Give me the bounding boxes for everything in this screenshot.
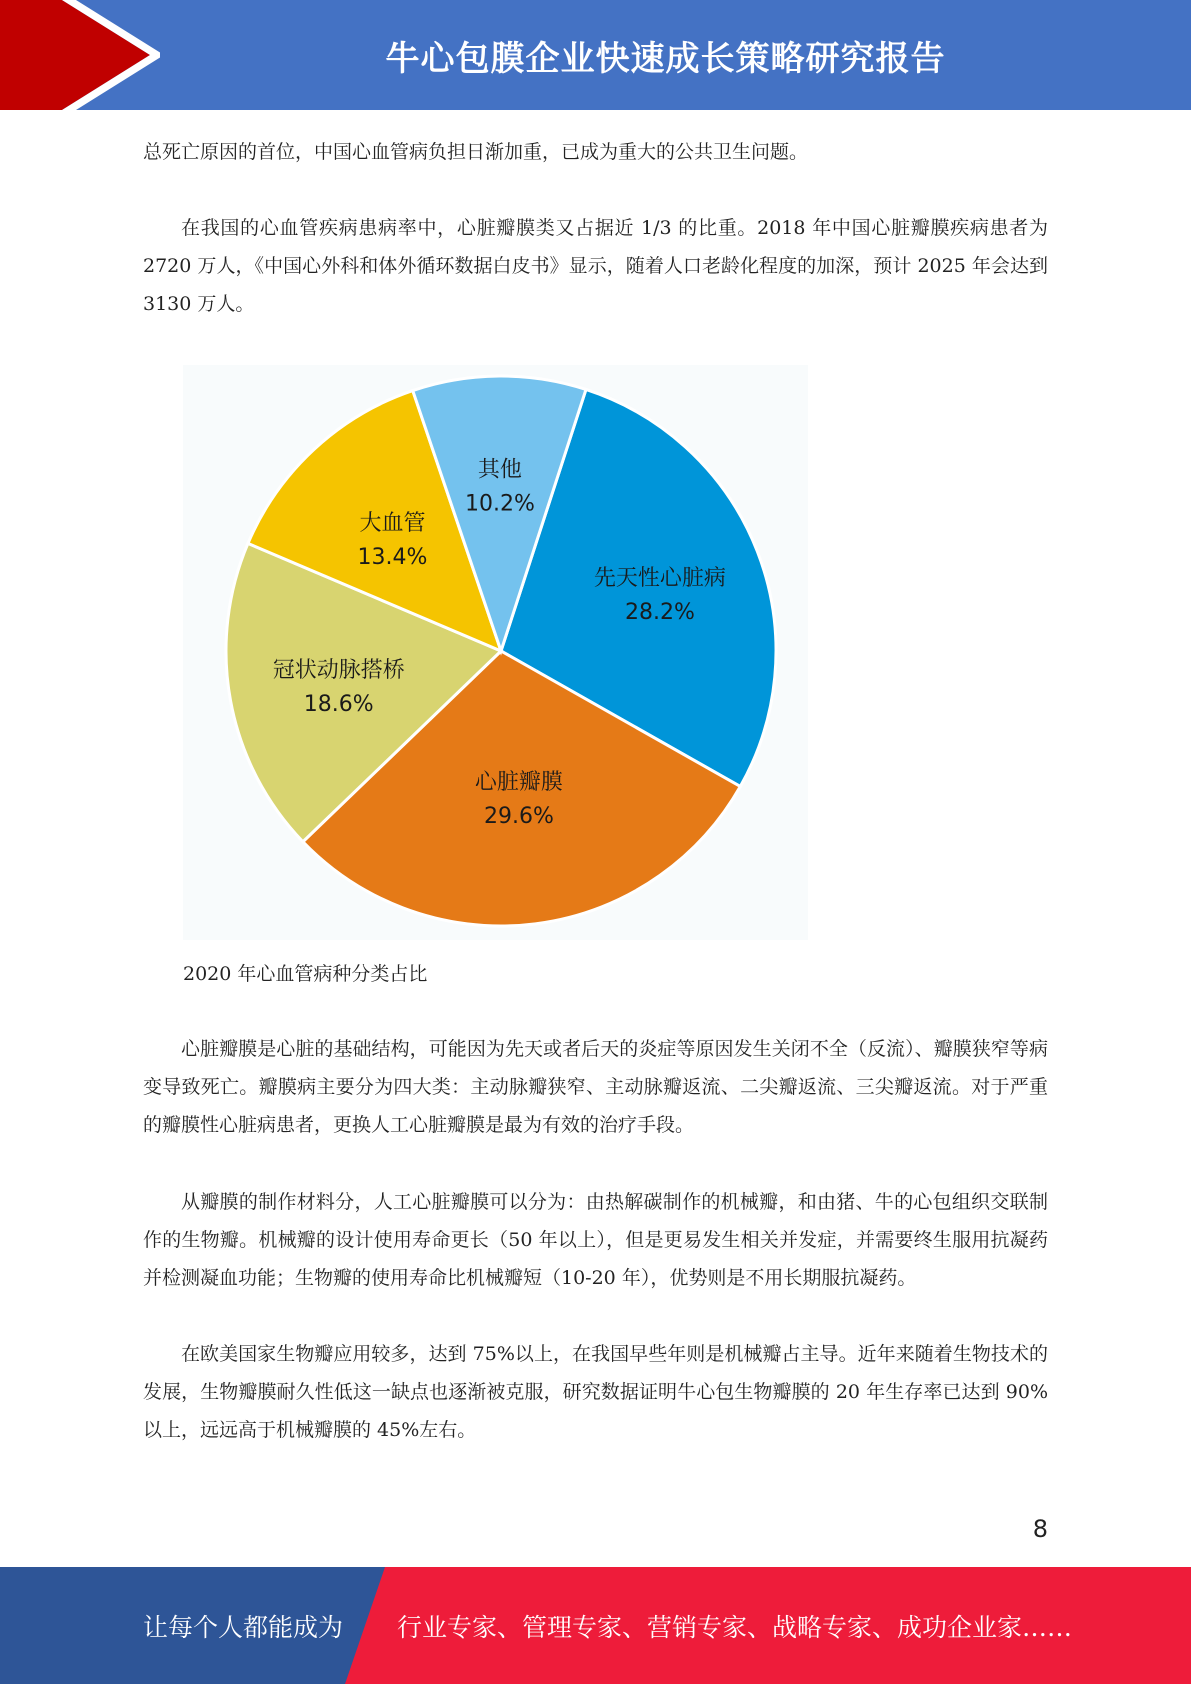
footer-slogan-left: 让每个人都能成为 — [143, 1612, 344, 1642]
paragraph-valve-materials: 从瓣膜的制作材料分，人工心脏瓣膜可以分为：由热解碳制作的机械瓣，和由猪、牛的心包组织交联制作的生物瓣。机械瓣的设计使用寿命更长（50 年以上），但是更易发生相关并发症，并需要终生服用抗凝药并检测凝血功能；生物瓣的使用寿命比机械瓣短（10-20 年），优势则是不用长期服抗凝药。 — [143, 1191, 1048, 1289]
pie-slice-value-4: 13.4% — [357, 545, 428, 570]
page-number: 8 — [1032, 1515, 1048, 1543]
pie-slice-name-5: 其他 — [477, 457, 522, 483]
header-arrow-decoration — [0, 0, 160, 110]
chart-caption: 2020 年心血管病种分类占比 — [183, 963, 428, 985]
footer-band — [0, 1567, 1191, 1684]
footer-slogan-right: 行业专家、管理专家、营销专家、战略专家、成功企业家…… — [397, 1612, 1073, 1642]
pie-slice-value-5: 10.2% — [464, 491, 535, 517]
pie-slice-name-2: 心脏瓣膜 — [474, 769, 563, 795]
pie-slice-value-1: 28.2% — [624, 600, 695, 626]
pie-slice-name-3: 冠状动脉搭桥 — [272, 657, 405, 683]
pie-chart-svg — [183, 365, 808, 940]
paragraph-valve-prevalence: 在我国的心血管疾病患病率中，心脏瓣膜类又占据近 1/3 的比重。2018 年中国心脏瓣膜疾病患者为 2720 万人，《中国心外科和体外循环数据白皮书》显示，随着人口老龄化程度的加深，预计 2025 年会达到 3130 万人。 — [143, 217, 1048, 315]
pie-slice-name-4: 大血管 — [359, 511, 426, 536]
pie-slice-name-1: 先天性心脏病 — [593, 566, 726, 592]
page-title: 牛心包膜企业快速成长策略研究报告 — [385, 38, 946, 79]
paragraph-valve-definition: 心脏瓣膜是心脏的基础结构，可能因为先天或者后天的炎症等原因发生关闭不全（反流）、瓣膜狭窄等病变导致死亡。瓣膜病主要分为四大类：主动脉瓣狭窄、主动脉瓣返流、二尖瓣返流、三尖瓣返流。对于严重的瓣膜性心脏病患者，更换人工心脏瓣膜是最为有效的治疗手段。 — [143, 1038, 1048, 1136]
header-band — [0, 0, 1191, 110]
pie-slice-value-2: 29.6% — [483, 803, 554, 829]
pie-slice-value-3: 18.6% — [303, 691, 374, 717]
paragraph-bio-valve-trends: 在欧美国家生物瓣应用较多，达到 75%以上，在我国早些年则是机械瓣占主导。近年来随着生物技术的发展，生物瓣膜耐久性低这一缺点也逐渐被克服，研究数据证明牛心包生物瓣膜的 20 年生存率已达到 90%以上，远远高于机械瓣膜的 45%左右。 — [143, 1343, 1048, 1441]
pie-chart — [183, 365, 808, 940]
paragraph-intro-tail: 总死亡原因的首位，中国心血管病负担日渐加重，已成为重大的公共卫生问题。 — [143, 141, 809, 163]
